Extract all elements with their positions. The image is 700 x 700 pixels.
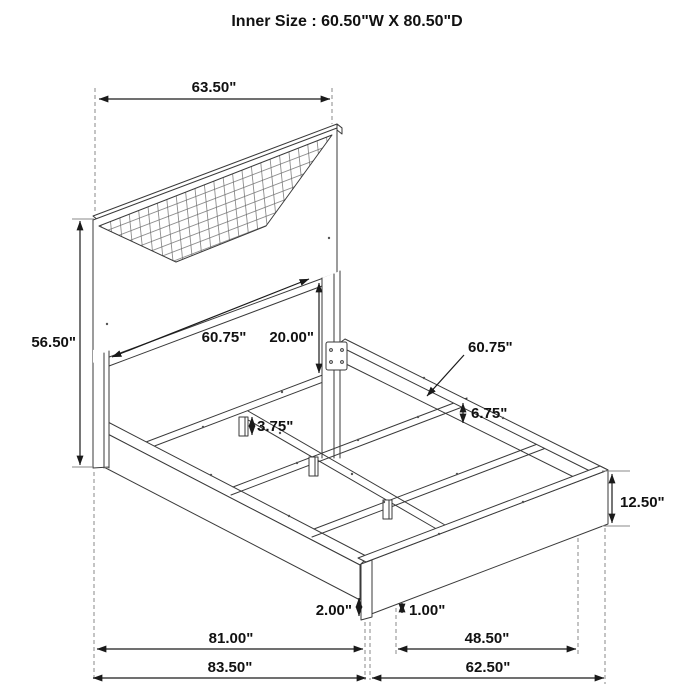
dim-rail-floor-gap: 2.00"	[315, 602, 352, 619]
dim-headboard-panel-width: 60.75"	[201, 329, 247, 346]
dim-inner-frame-length: 81.00"	[208, 630, 254, 647]
dim-footboard-height: 12.50"	[620, 494, 665, 511]
head-cross-rail	[144, 368, 341, 450]
rail-bracket	[326, 342, 347, 370]
dim-footboard-inner-width: 48.50"	[464, 630, 510, 647]
middle-slat-rail	[231, 398, 467, 495]
dim-headboard-width: 63.50"	[191, 79, 237, 96]
footboard	[358, 466, 608, 620]
dim-overall-width: 62.50"	[465, 659, 511, 676]
dim-headboard-panel-drop: 20.00"	[269, 329, 314, 346]
headboard-left-leg	[93, 344, 109, 468]
inner-size-title: Inner Size : 60.50"W X 80.50"D	[231, 13, 463, 30]
dim-headboard-height: 56.50"	[31, 334, 76, 351]
dim-rail-inset: 6.75"	[471, 405, 508, 422]
dim-footboard-floor-gap: 1.00"	[409, 602, 446, 619]
dim-slat-rail-length: 60.75"	[468, 339, 513, 356]
dim-overall-length: 83.50"	[207, 659, 253, 676]
dim-support-leg-height: 3.75"	[257, 418, 294, 435]
foot-corner-post	[361, 560, 372, 620]
